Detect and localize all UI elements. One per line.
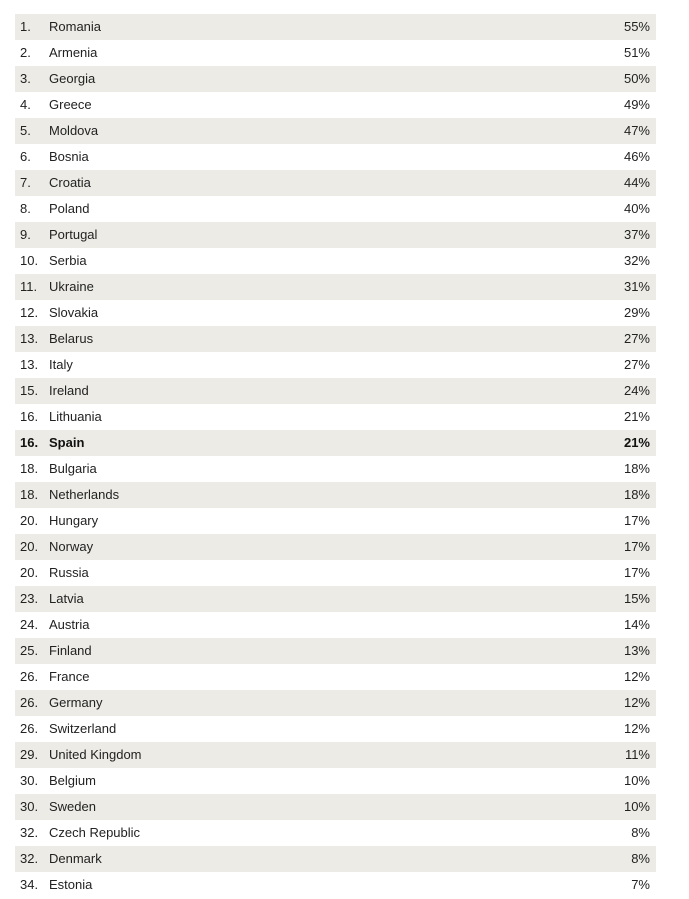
table-row [15, 326, 656, 352]
table-row [15, 378, 656, 404]
country-cell: Estonia [49, 877, 93, 892]
country-cell: Switzerland [49, 721, 117, 736]
percent-cell: 13% [623, 643, 650, 658]
percent-cell: 17% [623, 539, 650, 554]
rank-cell: 32. [20, 851, 39, 866]
percent-cell: 49% [623, 97, 650, 112]
percent-cell: 8% [631, 825, 650, 840]
table-row [15, 560, 656, 586]
rank-cell: 16. [20, 435, 39, 450]
country-cell: Lithuania [49, 409, 102, 424]
rank-cell: 29. [20, 747, 39, 762]
percent-cell: 40% [623, 201, 650, 216]
table-row [15, 248, 656, 274]
country-cell: France [49, 669, 90, 684]
percent-cell: 18% [623, 461, 650, 476]
table-row [15, 664, 656, 690]
percent-cell: 7% [631, 877, 650, 892]
table-row [15, 846, 656, 872]
table-row [15, 40, 656, 66]
table-row [15, 794, 656, 820]
table-row [15, 534, 656, 560]
percent-cell: 50% [623, 71, 650, 86]
rank-cell: 13. [20, 357, 39, 372]
percent-cell: 44% [623, 175, 650, 190]
table-row [15, 404, 656, 430]
country-cell: Portugal [49, 227, 98, 242]
table-row [15, 716, 656, 742]
rank-cell: 30. [20, 773, 39, 788]
country-cell: Ukraine [49, 279, 94, 294]
rank-cell: 1. [20, 19, 31, 34]
table-row [15, 274, 656, 300]
country-cell: Netherlands [49, 487, 120, 502]
rank-cell: 16. [20, 409, 39, 424]
country-cell: Belarus [49, 331, 94, 346]
rank-cell: 7. [20, 175, 31, 190]
country-cell: Sweden [49, 799, 96, 814]
rank-cell: 15. [20, 383, 39, 398]
rank-cell: 3. [20, 71, 31, 86]
table-row [15, 92, 656, 118]
percent-cell: 47% [623, 123, 650, 138]
rank-cell: 4. [20, 97, 31, 112]
country-cell: Romania [49, 19, 102, 34]
percent-cell: 27% [623, 331, 650, 346]
percent-cell: 32% [623, 253, 650, 268]
percent-cell: 18% [623, 487, 650, 502]
country-cell: Belgium [49, 773, 96, 788]
table-row [15, 118, 656, 144]
country-cell: Poland [49, 201, 90, 216]
rank-cell: 23. [20, 591, 39, 606]
percent-cell: 29% [623, 305, 650, 320]
table-row [15, 820, 656, 846]
country-cell: Czech Republic [49, 825, 141, 840]
country-cell: Hungary [49, 513, 99, 528]
rank-cell: 26. [20, 669, 39, 684]
country-cell: Spain [49, 435, 85, 450]
percent-cell: 37% [623, 227, 650, 242]
table-row [15, 430, 656, 456]
country-cell: Armenia [49, 45, 98, 60]
rank-cell: 9. [20, 227, 31, 242]
country-cell: Germany [49, 695, 103, 710]
table-row [15, 742, 656, 768]
ranking-table [15, 14, 656, 898]
table-row [15, 456, 656, 482]
table-row [15, 690, 656, 716]
country-cell: Croatia [49, 175, 91, 190]
country-cell: Bulgaria [49, 461, 97, 476]
country-cell: Serbia [49, 253, 87, 268]
country-cell: Finland [49, 643, 92, 658]
rank-cell: 5. [20, 123, 31, 138]
table-row [15, 144, 656, 170]
percent-cell: 8% [631, 851, 650, 866]
table-row [15, 66, 656, 92]
percent-cell: 21% [623, 409, 650, 424]
percent-cell: 31% [623, 279, 650, 294]
country-cell: Georgia [49, 71, 96, 86]
table-row [15, 586, 656, 612]
percent-cell: 12% [623, 721, 650, 736]
country-cell: Latvia [49, 591, 84, 606]
table-row [15, 352, 656, 378]
percent-cell: 14% [623, 617, 650, 632]
table-row [15, 300, 656, 326]
percent-cell: 10% [623, 799, 650, 814]
rank-cell: 8. [20, 201, 31, 216]
table-row [15, 14, 656, 40]
rank-cell: 12. [20, 305, 39, 320]
country-cell: Russia [49, 565, 89, 580]
percent-cell: 17% [623, 513, 650, 528]
country-cell: Norway [49, 539, 94, 554]
country-cell: Ireland [49, 383, 89, 398]
table-row [15, 482, 656, 508]
percent-cell: 12% [623, 695, 650, 710]
country-cell: United Kingdom [49, 747, 142, 762]
rank-cell: 11. [20, 279, 38, 294]
percent-cell: 21% [623, 435, 650, 450]
country-cell: Italy [49, 357, 73, 372]
rank-cell: 10. [20, 253, 39, 268]
rank-cell: 18. [20, 487, 39, 502]
rank-cell: 20. [20, 513, 39, 528]
percent-cell: 12% [623, 669, 650, 684]
rank-cell: 30. [20, 799, 39, 814]
country-cell: Slovakia [49, 305, 99, 320]
percent-cell: 51% [623, 45, 650, 60]
rank-cell: 32. [20, 825, 39, 840]
percent-cell: 55% [623, 19, 650, 34]
table-row [15, 196, 656, 222]
table-row [15, 638, 656, 664]
table-row [15, 612, 656, 638]
rank-cell: 25. [20, 643, 39, 658]
percent-cell: 11% [624, 747, 650, 762]
table-row [15, 872, 656, 898]
rank-cell: 34. [20, 877, 39, 892]
rank-cell: 26. [20, 695, 39, 710]
country-cell: Denmark [49, 851, 102, 866]
table-row [15, 222, 656, 248]
table-row [15, 508, 656, 534]
country-cell: Greece [49, 97, 92, 112]
percent-cell: 15% [623, 591, 650, 606]
percent-cell: 46% [623, 149, 650, 164]
country-cell: Bosnia [49, 149, 89, 164]
rank-cell: 18. [20, 461, 39, 476]
rank-cell: 6. [20, 149, 31, 164]
rank-cell: 2. [20, 45, 31, 60]
percent-cell: 17% [623, 565, 650, 580]
percent-cell: 24% [623, 383, 650, 398]
table-row [15, 170, 656, 196]
rank-cell: 20. [20, 539, 39, 554]
rank-cell: 20. [20, 565, 39, 580]
table-row [15, 768, 656, 794]
rank-cell: 13. [20, 331, 39, 346]
rank-cell: 26. [20, 721, 39, 736]
rank-cell: 24. [20, 617, 39, 632]
country-cell: Austria [49, 617, 90, 632]
percent-cell: 10% [623, 773, 650, 788]
percent-cell: 27% [623, 357, 650, 372]
country-cell: Moldova [49, 123, 99, 138]
